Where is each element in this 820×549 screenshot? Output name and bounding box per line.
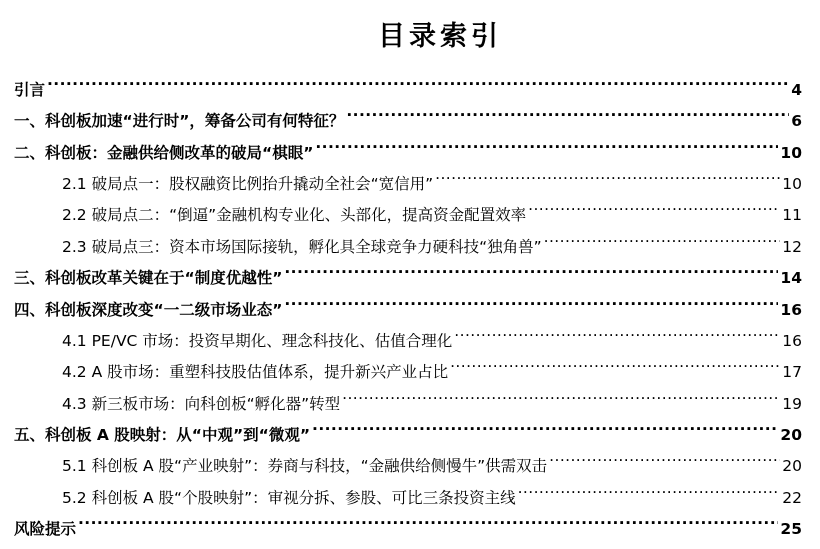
toc-entry-label: 4.2 A 股市场：重塑科技股估值体系，提升新兴产业占比: [62, 363, 449, 381]
toc-entry-label: 五、科创板 A 股映射：从“中观”到“微观”: [14, 426, 311, 444]
toc-entry-label: 二、科创板：金融供给侧改革的破局“棋眼”: [14, 144, 314, 162]
toc-entry-page: 25: [780, 520, 802, 538]
toc-entry-label: 一、科创板加速“进行时”，筹备公司有何特征？: [14, 112, 345, 130]
toc-entry-label: 5.2 科创板 A 股“个股映射”：审视分拆、参股、可比三条投资主线: [62, 489, 516, 507]
dot-leader: [342, 379, 780, 409]
toc-entry-label: 风险提示: [14, 520, 77, 538]
toc-entry-label: 2.1 破局点一：股权融资比例抬升撬动全社会“宽信用”: [62, 175, 434, 193]
toc-entry-page: 10: [780, 144, 802, 162]
toc-entry-page: 20: [782, 457, 802, 475]
toc-entry-page: 12: [782, 238, 802, 256]
toc-entry-section-5-1[interactable]: [62, 441, 802, 475]
dot-leader: [435, 159, 780, 189]
dot-leader: [284, 285, 778, 315]
toc-entry-page: 14: [780, 269, 802, 287]
toc-entry-page: 4: [791, 81, 802, 99]
toc-entry-label: 4.3 新三板市场：向科创板“孵化器”转型: [62, 395, 341, 413]
dot-leader: [315, 128, 778, 158]
toc-entry-section-2-3[interactable]: [62, 222, 802, 256]
dot-leader: [346, 96, 789, 126]
toc-entry-section-2-2[interactable]: [62, 190, 802, 224]
dot-leader: [312, 410, 778, 440]
toc-entry-page: 16: [782, 332, 802, 350]
toc-entry-page: 22: [782, 489, 802, 507]
dot-leader: [518, 473, 781, 503]
toc-entry-page: 16: [780, 301, 802, 319]
dot-leader: [284, 253, 778, 283]
toc-entry-label: 4.1 PE/VC 市场：投资早期化、理念科技化、估值合理化: [62, 332, 453, 350]
toc-entry-section-3[interactable]: [14, 253, 802, 287]
toc-entry-page: 17: [782, 363, 802, 381]
toc-entry-section-4-3[interactable]: [62, 379, 802, 413]
toc-entry-section-5[interactable]: [14, 410, 802, 444]
toc-entry-label: 2.3 破局点三：资本市场国际接轨，孵化具全球竞争力硬科技“独角兽”: [62, 238, 542, 256]
dot-leader: [454, 316, 780, 346]
dot-leader: [544, 222, 781, 252]
toc-entry-section-2[interactable]: [14, 128, 802, 162]
toc-entry-page: 11: [782, 206, 802, 224]
toc-entry-page: 10: [782, 175, 802, 193]
toc-entry-intro[interactable]: [14, 65, 802, 99]
page-title: 目录索引: [378, 21, 502, 52]
toc-entry-section-2-1[interactable]: [62, 159, 802, 193]
toc-entry-section-4[interactable]: [14, 285, 802, 319]
dot-leader: [549, 441, 780, 471]
dot-leader: [78, 504, 778, 534]
toc-entry-label: 5.1 科创板 A 股“产业映射”：券商与科技，“金融供给侧慢牛”供需双击: [62, 457, 548, 475]
toc-entry-risk[interactable]: [14, 504, 802, 538]
toc-entry-label: 引言: [14, 81, 46, 99]
toc-entry-label: 2.2 破局点二：“倒逼”金融机构专业化、头部化，提高资金配置效率: [62, 206, 527, 224]
toc-entry-section-4-2[interactable]: [62, 347, 802, 381]
toc-entry-label: 四、科创板深度改变“一二级市场业态”: [14, 301, 283, 319]
toc-entry-page: 20: [780, 426, 802, 444]
dot-leader: [528, 190, 780, 220]
dot-leader: [47, 65, 789, 95]
toc-entry-label: 三、科创板改革关键在于“制度优越性”: [14, 269, 283, 287]
toc-entry-page: 6: [791, 112, 802, 130]
toc-entry-section-4-1[interactable]: [62, 316, 802, 350]
toc-entry-section-5-2[interactable]: [62, 473, 802, 507]
toc-entry-page: 19: [782, 395, 802, 413]
toc-entry-section-1[interactable]: [14, 96, 802, 130]
dot-leader: [450, 347, 780, 377]
